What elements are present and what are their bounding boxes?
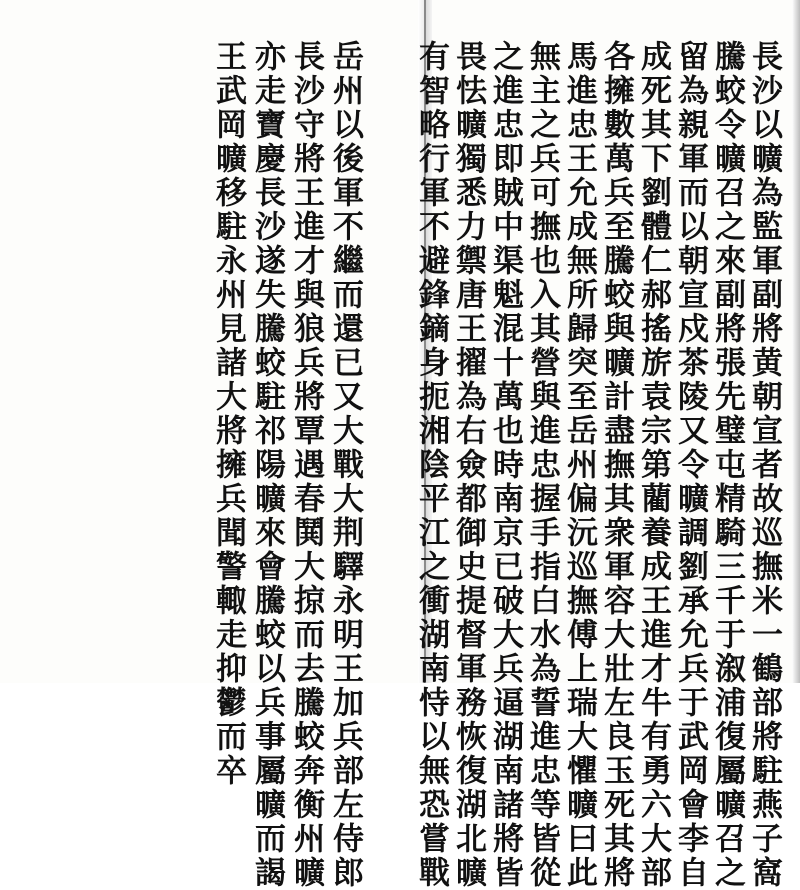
text-column-3: 留為親軍而以朝宣戍茶陵又令曠調劉承允兵于武岡會李自: [672, 40, 708, 890]
text-column-7: 無主之兵可撫也入其營與進忠握手指白水為誓進忠等皆從: [524, 40, 560, 890]
text-column-5: 各擁數萬兵至騰蛟與曠計盡撫其衆軍容大壯左良玉死其將: [598, 40, 634, 890]
text-column-1: 長沙以曠為監軍副將黄朝宣者故巡撫米一鶴部將駐燕子窩: [746, 40, 782, 890]
text-column-12: 長沙守將王進才與狼兵將覃遇春鬨大掠而去騰蛟奔衡州曠: [288, 40, 324, 890]
text-column-13: 亦走寶慶長沙遂失騰蛟駐祁陽曠來會騰蛟以兵事屬曠而謁: [249, 40, 285, 890]
text-column-9: 畏怯曠獨悉力禦唐王擢為右僉都御史提督軍務恢復湖北曠: [450, 40, 486, 890]
text-column-6: 馬進忠王允成無所歸突至岳州偏沅巡撫傅上瑞大懼曠曰此: [561, 40, 597, 890]
text-column-10: 有智略行軍不避鋒鏑身扼湘陰平江之衝湖南恃以無恐嘗戰: [413, 40, 449, 890]
text-column-11: 岳州以後軍不繼而還已又大戰大荆驛永明王加兵部左侍郎: [327, 40, 363, 890]
text-column-8: 之進忠即賊中渠魁混十萬也時南京已破大兵逼湖南諸將皆: [487, 40, 523, 890]
text-column-14: 王武岡曠移駐永州見諸大將擁兵聞警輙走抑鬱而卒: [210, 40, 246, 788]
page-edge: [792, 0, 800, 683]
text-column-4: 成死其下劉體仁郝搖旂袁宗第藺養成王進才牛有勇六大部: [635, 40, 671, 890]
text-column-2: 騰蛟令曠召之來副將張先璧屯精騎三千于溆浦復屬曠召之: [709, 40, 745, 890]
